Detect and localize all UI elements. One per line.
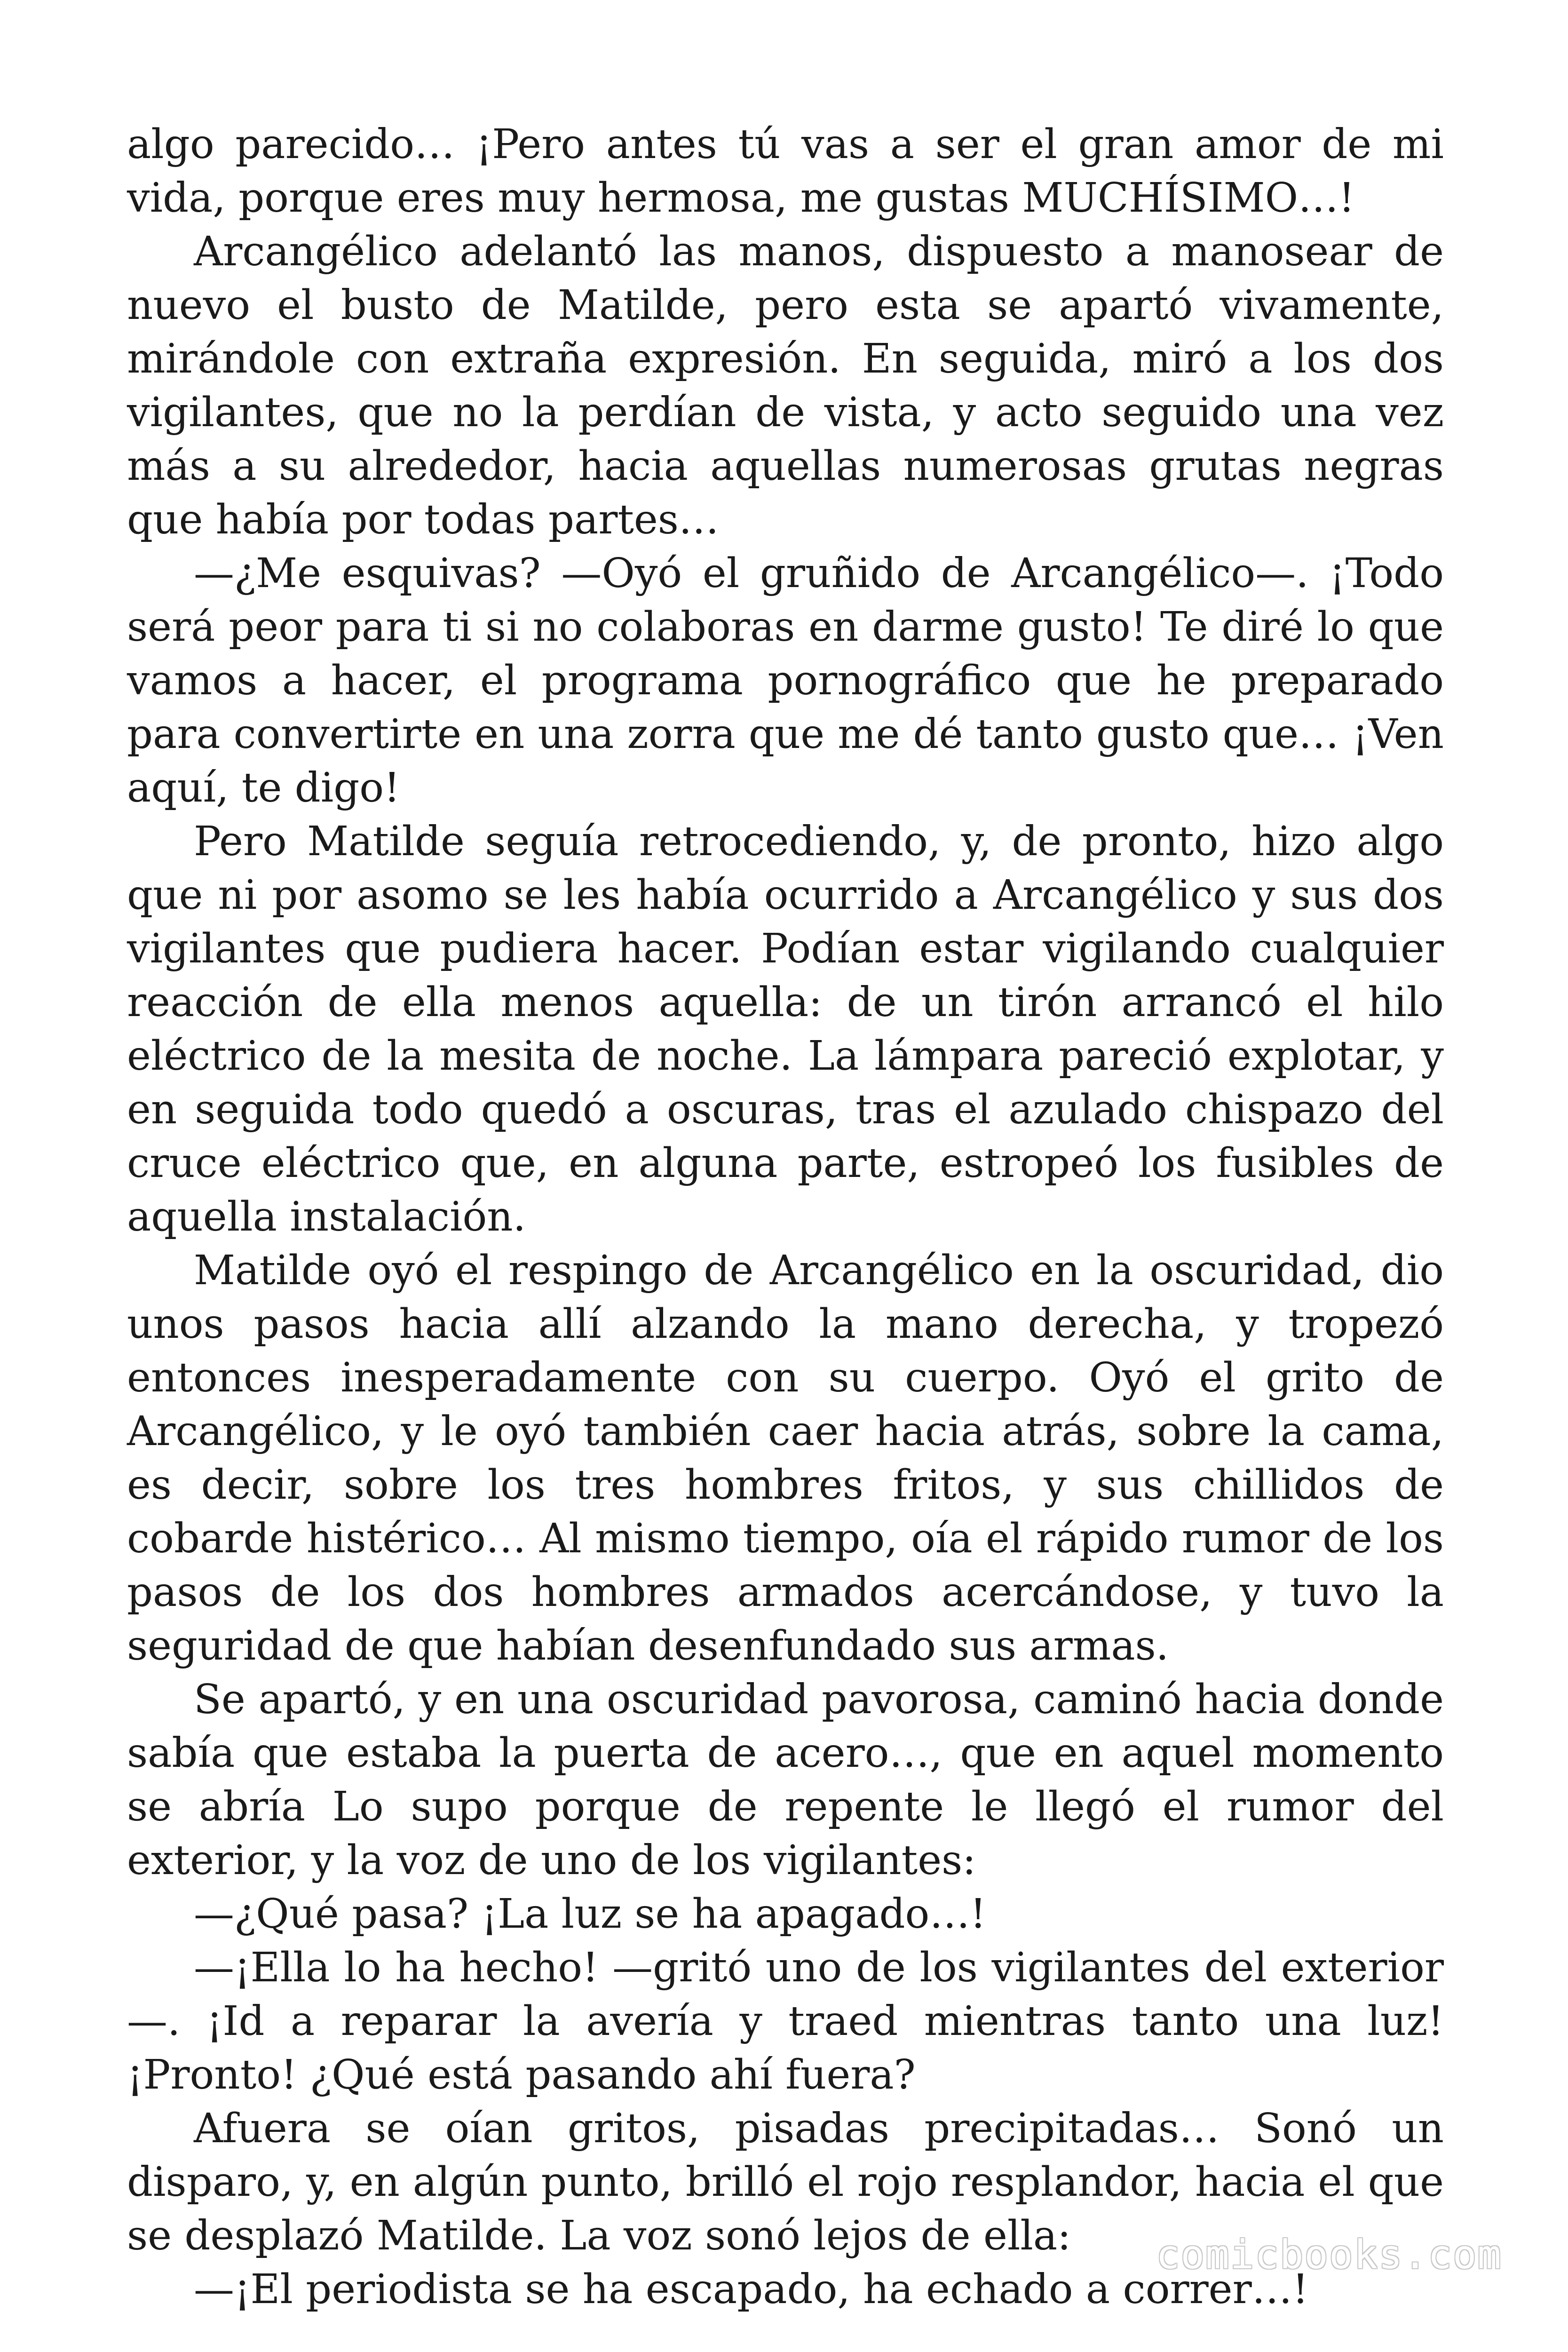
paragraph-2: Arcangélico adelantó las manos, dispuesto a manosear de nuevo el busto de Matilde, pero esta se apartó vivamente, mirándole con extraña expresión. En seguida, miró a los dos vigilantes, que no la perdían de vista, y acto seguido una vez más a su alrededor, hacia aquellas numerosas grutas negras que había por todas partes… <box>127 228 1444 543</box>
paragraph-4: Pero Matilde seguía retrocediendo, y, de pronto, hizo algo que ni por asomo se les había ocurrido a Arcangélico y sus dos vigilantes que pudiera hacer. Podían estar vigilando cualquier reacción de ella menos aquella: de un tirón arrancó el hilo eléctrico de la mesita de noche. La lámpara pareció explotar, y en seguida todo quedó a oscuras, tras el azulado chispazo del cruce eléctrico que, en alguna parte, estropeó los fusibles de aquella instalación. <box>127 818 1444 1240</box>
paragraph-1: algo parecido… ¡Pero antes tú vas a ser el gran amor de mi vida, porque eres muy hermosa, me gustas MUCHÍSIMO…! <box>127 121 1444 222</box>
watermark-text: comicbooks.com <box>1156 2232 1502 2278</box>
paragraph-5: Matilde oyó el respingo de Arcangélico en la oscuridad, dio unos pasos hacia allí alzando la mano derecha, y tropezó entonces inesperadamente con su cuerpo. Oyó el grito de Arcangélico, y le oyó también caer hacia atrás, sobre la cama, es decir, sobre los tres hombres fritos, y sus chillidos de cobarde histérico… Al mismo tiempo, oía el rápido rumor de los pasos de los dos hombres armados acercándose, y tuvo la seguridad de que habían desenfundado sus armas. <box>127 1247 1444 1669</box>
paragraph-7: —¿Qué pasa? ¡La luz se ha apagado…! <box>194 1891 986 1938</box>
paragraph-6: Se apartó, y en una oscuridad pavorosa, caminó hacia donde sabía que estaba la puerta de acero…, que en aquel momento se abría Lo supo porque de repente le llegó el rumor del exterior, y la voz de uno de los vigilantes: <box>127 1676 1444 1884</box>
paragraph-9: Afuera se oían gritos, pisadas precipitadas… Sonó un disparo, y, en algún punto, brilló el rojo resplandor, hacia el que se desplazó Matilde. La voz sonó lejos de ella: <box>127 2105 1444 2259</box>
paragraph-3: —¿Me esquivas? —Oyó el gruñido de Arcangélico—. ¡Todo será peor para ti si no colaboras en darme gusto! Te diré lo que vamos a hacer, el programa pornográfico que he preparado para convertirte en una zorra que me dé tanto gusto que… ¡Ven aquí, te digo! <box>127 550 1444 811</box>
paragraph-10: —¡El periodista se ha escapado, ha echado a correr…! <box>194 2266 1309 2313</box>
paragraph-8: —¡Ella lo ha hecho! —gritó uno de los vigilantes del exterior—. ¡Id a reparar la avería y traed mientras tanto una luz! ¡Pronto! ¿Qué está pasando ahí fuera? <box>127 1944 1444 2098</box>
